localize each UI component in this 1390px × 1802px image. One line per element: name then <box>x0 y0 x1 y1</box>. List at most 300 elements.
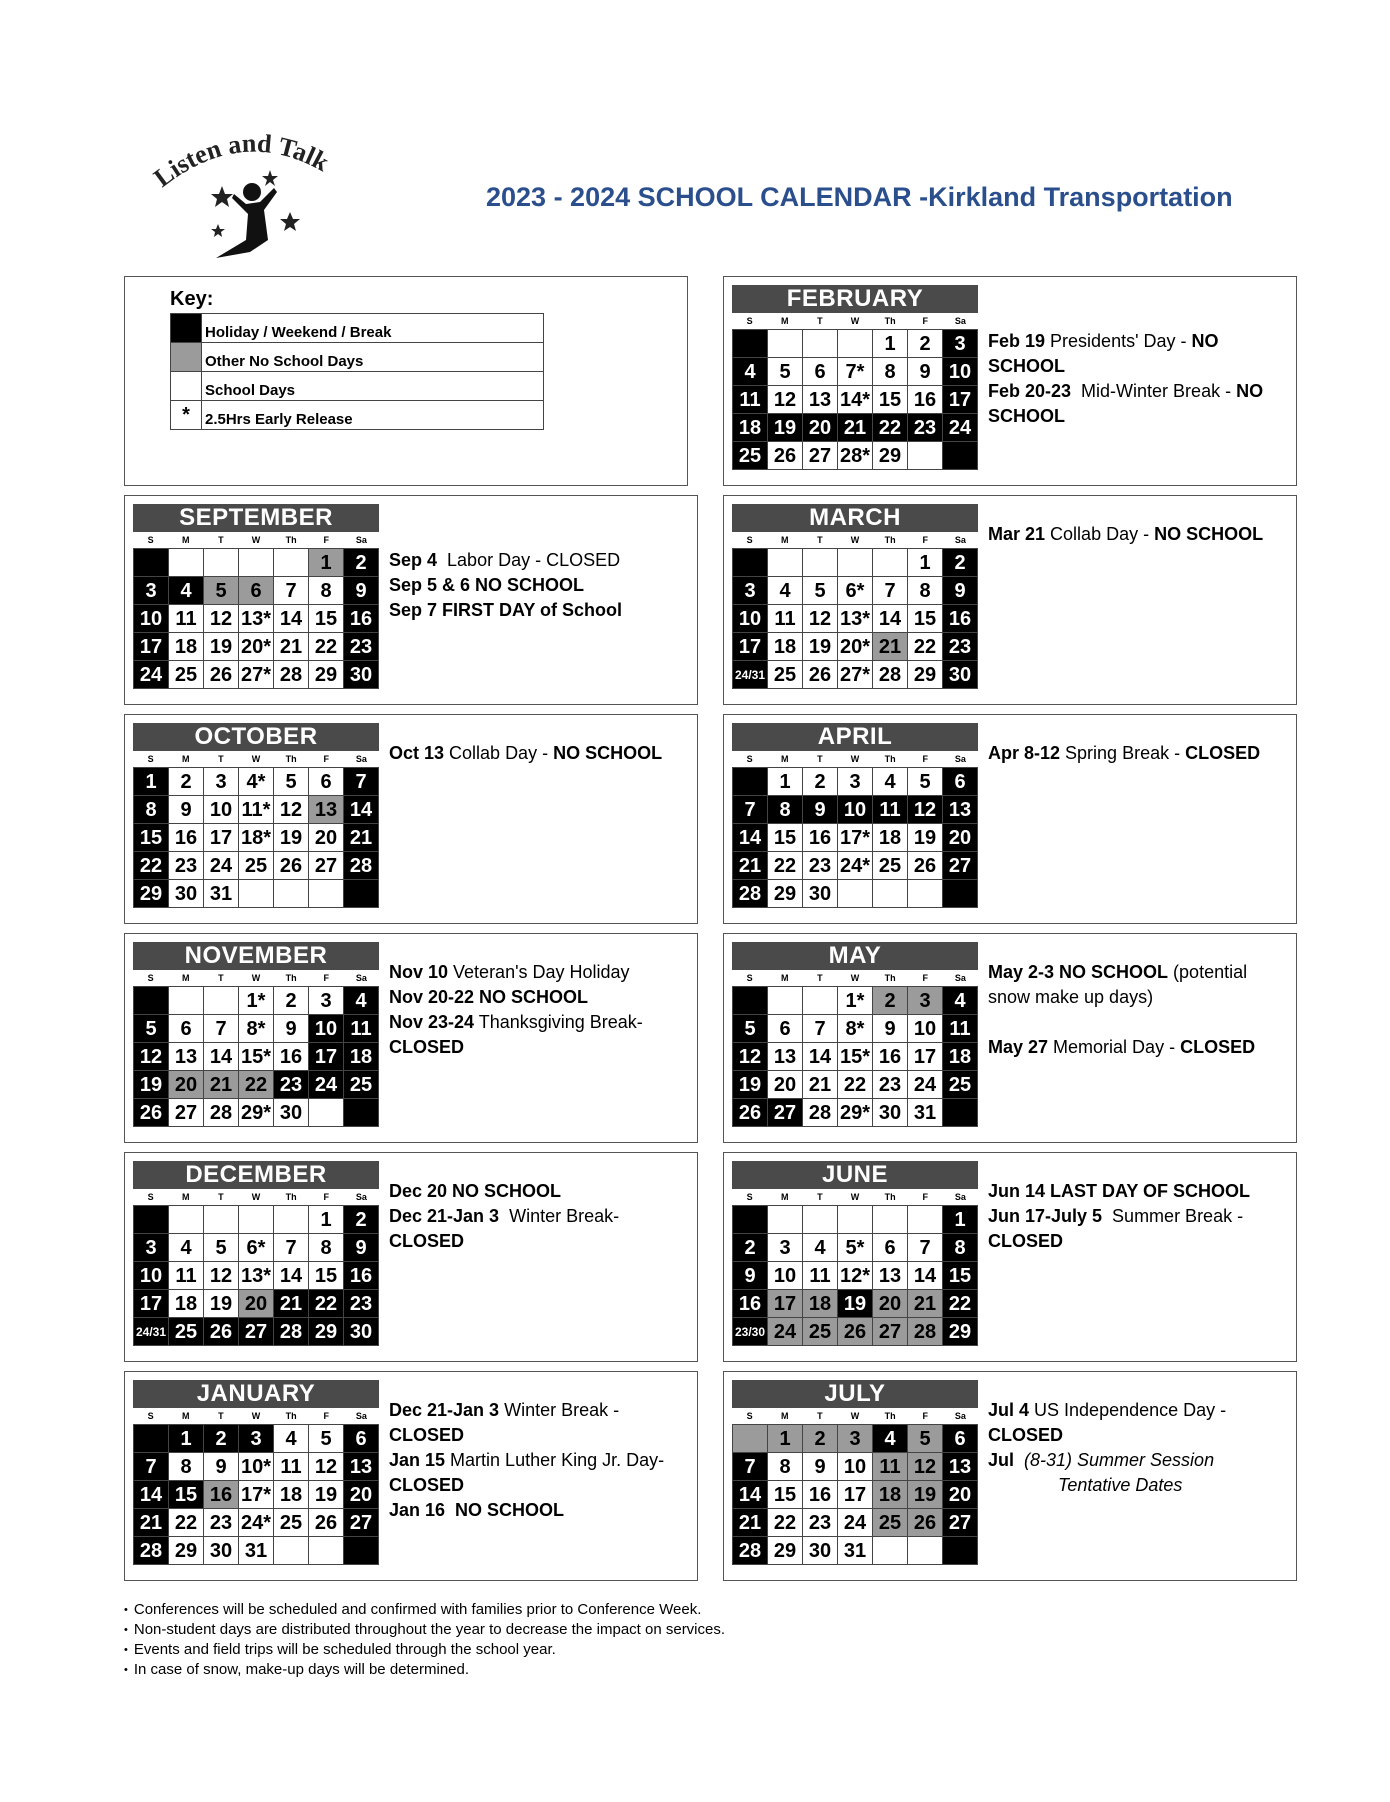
day-cell: 3 <box>134 577 169 605</box>
day-cell: 22 <box>169 1509 204 1537</box>
day-cell: 3 <box>768 1234 803 1262</box>
weekday-label: Th <box>884 754 896 764</box>
day-cell: 8 <box>943 1234 978 1262</box>
day-cell: 4 <box>768 577 803 605</box>
day-cell: 25 <box>768 661 803 689</box>
day-cell: 7 <box>344 768 379 796</box>
day-cell: 31 <box>204 880 239 908</box>
day-cell: 14 <box>733 1481 768 1509</box>
month-panel-february <box>723 276 1297 486</box>
day-cell <box>733 1425 768 1453</box>
day-cell: 1 <box>768 768 803 796</box>
day-cell: 11 <box>873 1453 908 1481</box>
weekday-label: S <box>746 1411 753 1421</box>
note-segment: Martin Luther King Jr. Day- <box>445 1450 665 1470</box>
day-cell <box>768 549 803 577</box>
weekday-label: M <box>181 973 190 983</box>
weekday-label: S <box>147 973 154 983</box>
month-name: OCTOBER <box>133 723 379 751</box>
day-cell: 11 <box>733 386 768 414</box>
day-cell: 12 <box>204 1262 239 1290</box>
day-cell: 16 <box>803 824 838 852</box>
day-cell: 11 <box>169 605 204 633</box>
day-cell: 12 <box>768 386 803 414</box>
day-cell <box>873 1206 908 1234</box>
note-segment: Collab Day - <box>1045 524 1155 544</box>
weekday-label: Th <box>884 1411 896 1421</box>
day-cell: 15 <box>169 1481 204 1509</box>
day-cell: 7 <box>204 1015 239 1043</box>
day-cell: 15 <box>309 605 344 633</box>
footnotes <box>124 1600 725 1680</box>
month-calendar <box>732 942 978 1127</box>
note-line <box>988 1423 1278 1448</box>
note-segment: NO SCHOOL <box>1154 524 1264 544</box>
note-segment: Labor Day - CLOSED <box>437 550 621 570</box>
day-cell: 26 <box>204 661 239 689</box>
day-cell: 27 <box>943 852 978 880</box>
day-cell: 23 <box>344 1290 379 1318</box>
day-cell <box>838 549 873 577</box>
day-cell: 30 <box>873 1099 908 1127</box>
day-cell: 25 <box>169 661 204 689</box>
day-cell: 28 <box>733 1537 768 1565</box>
month-notes <box>389 548 679 623</box>
day-cell <box>204 1206 239 1234</box>
day-cell <box>943 1099 978 1127</box>
day-cell: 18 <box>274 1481 309 1509</box>
note-line <box>389 1398 679 1423</box>
key-label: Key: <box>170 288 214 310</box>
day-cell: 14 <box>274 605 309 633</box>
day-grid <box>732 329 978 470</box>
day-cell: 4 <box>274 1425 309 1453</box>
month-calendar <box>133 942 379 1127</box>
day-cell: 20 <box>803 414 838 442</box>
day-cell: 27* <box>838 661 873 689</box>
day-cell: 5 <box>274 768 309 796</box>
note-segment: Mid-Winter Break - <box>1071 381 1237 401</box>
weekday-label: Th <box>285 1192 297 1202</box>
weekday-label: M <box>181 1411 190 1421</box>
day-cell: 25 <box>344 1071 379 1099</box>
day-cell <box>344 1537 379 1565</box>
day-cell: 21 <box>274 633 309 661</box>
day-cell: 24* <box>239 1509 274 1537</box>
day-cell: 7 <box>873 577 908 605</box>
day-cell: 11 <box>274 1453 309 1481</box>
day-cell: 25 <box>803 1318 838 1346</box>
day-cell: 9 <box>803 1453 838 1481</box>
day-cell <box>803 1206 838 1234</box>
note-segment: Jul 4 <box>988 1400 1030 1420</box>
day-cell: 1 <box>309 549 344 577</box>
weekday-header <box>133 1408 379 1424</box>
day-cell: 17 <box>838 1481 873 1509</box>
day-cell: 23 <box>873 1071 908 1099</box>
day-cell: 3 <box>134 1234 169 1262</box>
day-cell: 27 <box>943 1509 978 1537</box>
day-cell: 14 <box>274 1262 309 1290</box>
weekday-label: T <box>218 754 224 764</box>
day-cell <box>169 549 204 577</box>
day-cell: 18 <box>733 414 768 442</box>
note-line <box>389 1498 679 1523</box>
day-cell: 29 <box>169 1537 204 1565</box>
note-line <box>389 1179 679 1204</box>
note-segment: CLOSED <box>389 1037 465 1057</box>
note-line <box>389 960 679 985</box>
day-cell: 4 <box>169 577 204 605</box>
day-cell <box>768 330 803 358</box>
day-cell: 23 <box>803 852 838 880</box>
day-cell: 8 <box>309 1234 344 1262</box>
day-cell: 14 <box>733 824 768 852</box>
note-segment: Veteran's Day Holiday <box>448 962 630 982</box>
day-cell <box>873 1537 908 1565</box>
day-cell <box>309 1537 344 1565</box>
day-cell: 23 <box>908 414 943 442</box>
weekday-header <box>732 970 978 986</box>
day-cell: 26 <box>838 1318 873 1346</box>
note-segment: NO <box>1236 381 1264 401</box>
day-cell: 8 <box>309 577 344 605</box>
day-cell: 7 <box>134 1453 169 1481</box>
note-segment: CLOSED <box>1185 743 1261 763</box>
note-segment: Winter Break - <box>499 1400 620 1420</box>
note-segment: Apr 8-12 <box>988 743 1061 763</box>
weekday-header <box>732 1408 978 1424</box>
day-cell: 23 <box>274 1071 309 1099</box>
day-cell: 13* <box>239 1262 274 1290</box>
day-cell <box>134 1206 169 1234</box>
day-cell: 8* <box>838 1015 873 1043</box>
weekday-label: W <box>850 1411 860 1421</box>
day-cell: 30 <box>344 661 379 689</box>
day-cell <box>134 549 169 577</box>
month-notes <box>389 1179 679 1254</box>
weekday-label: F <box>922 1411 929 1421</box>
day-cell: 11 <box>344 1015 379 1043</box>
day-cell: 16 <box>943 605 978 633</box>
day-cell: 19 <box>803 633 838 661</box>
note-segment: CLOSED <box>389 1231 465 1251</box>
month-calendar <box>732 285 978 470</box>
day-cell: 15 <box>873 386 908 414</box>
day-grid <box>732 767 978 908</box>
day-cell: 5 <box>908 1425 943 1453</box>
day-cell: 8 <box>873 358 908 386</box>
month-notes <box>988 522 1278 547</box>
month-name: SEPTEMBER <box>133 504 379 532</box>
day-cell: 15 <box>943 1262 978 1290</box>
day-cell: 11 <box>803 1262 838 1290</box>
day-cell: 29 <box>768 880 803 908</box>
month-panel-november <box>124 933 698 1143</box>
day-cell <box>733 330 768 358</box>
key-legend <box>170 288 544 430</box>
weekday-label: T <box>817 973 823 983</box>
day-cell: 4 <box>803 1234 838 1262</box>
weekday-label: M <box>780 535 789 545</box>
weekday-label: M <box>181 1192 190 1202</box>
day-cell: 6 <box>309 768 344 796</box>
note-line <box>988 741 1278 766</box>
key-item-label: Holiday / Weekend / Break <box>202 314 544 343</box>
day-cell <box>838 880 873 908</box>
bullet-icon: • <box>124 1624 128 1636</box>
day-cell: 21 <box>908 1290 943 1318</box>
note-segment: CLOSED <box>988 1231 1064 1251</box>
weekday-label: Th <box>884 1192 896 1202</box>
weekday-label: S <box>746 973 753 983</box>
weekday-header <box>732 751 978 767</box>
bullet-icon: • <box>124 1604 128 1616</box>
weekday-header <box>732 532 978 548</box>
day-cell: 1 <box>943 1206 978 1234</box>
day-cell: 27 <box>803 442 838 470</box>
day-cell: 26 <box>274 852 309 880</box>
day-cell: 19 <box>274 824 309 852</box>
day-cell: 19 <box>309 1481 344 1509</box>
day-cell: 12 <box>908 796 943 824</box>
day-cell: 15 <box>309 1262 344 1290</box>
weekday-label: F <box>323 754 330 764</box>
day-cell: 28 <box>873 661 908 689</box>
day-cell: 4 <box>943 987 978 1015</box>
note-segment: Sep 4 <box>389 550 438 570</box>
month-notes <box>988 1398 1278 1498</box>
day-cell: 28 <box>274 661 309 689</box>
no-school-swatch <box>171 343 202 372</box>
note-segment: Jul <box>988 1450 1015 1470</box>
day-cell: 15* <box>239 1043 274 1071</box>
day-grid <box>133 548 379 689</box>
note-line <box>389 1204 679 1229</box>
day-cell: 22 <box>134 852 169 880</box>
day-cell: 31 <box>838 1537 873 1565</box>
month-name: JULY <box>732 1380 978 1408</box>
month-notes <box>389 741 679 766</box>
day-cell <box>169 987 204 1015</box>
note-segment: CLOSED <box>1180 1037 1256 1057</box>
day-cell: 5 <box>733 1015 768 1043</box>
day-grid <box>732 548 978 689</box>
day-cell: 20 <box>873 1290 908 1318</box>
day-cell: 28 <box>733 880 768 908</box>
day-cell <box>768 987 803 1015</box>
day-cell: 5 <box>204 577 239 605</box>
day-cell <box>803 330 838 358</box>
weekday-label: S <box>147 1411 154 1421</box>
note-line <box>988 354 1278 379</box>
note-line <box>389 985 679 1010</box>
day-cell: 31 <box>239 1537 274 1565</box>
note-segment: NO SCHOOL <box>553 743 663 763</box>
day-cell: 6 <box>803 358 838 386</box>
page-title: 2023 - 2024 SCHOOL CALENDAR -Kirkland Transportation <box>486 182 1233 212</box>
day-cell: 5 <box>204 1234 239 1262</box>
day-cell: 24 <box>908 1071 943 1099</box>
note-segment: Winter Break- <box>499 1206 620 1226</box>
day-cell: 21 <box>838 414 873 442</box>
weekday-label: T <box>218 1411 224 1421</box>
day-cell: 12 <box>134 1043 169 1071</box>
note-line <box>988 1229 1278 1254</box>
key-item-label: Other No School Days <box>202 343 544 372</box>
weekday-label: Sa <box>355 1192 367 1202</box>
weekday-header <box>133 532 379 548</box>
day-cell: 2 <box>803 768 838 796</box>
note-segment: Oct 13 <box>389 743 445 763</box>
weekday-label: W <box>251 973 261 983</box>
note-line <box>389 1035 679 1060</box>
day-cell: 2 <box>169 768 204 796</box>
day-cell <box>943 880 978 908</box>
note-segment: Sep 5 & 6 NO SCHOOL <box>389 575 585 595</box>
weekday-header <box>133 970 379 986</box>
day-cell: 24 <box>943 414 978 442</box>
weekday-label: F <box>323 1411 330 1421</box>
day-cell: 13 <box>768 1043 803 1071</box>
note-line <box>389 548 679 573</box>
day-cell: 21 <box>274 1290 309 1318</box>
weekday-label: F <box>323 535 330 545</box>
day-cell: 6* <box>838 577 873 605</box>
month-name: DECEMBER <box>133 1161 379 1189</box>
day-cell: 8* <box>239 1015 274 1043</box>
day-cell: 13 <box>943 1453 978 1481</box>
month-calendar <box>133 1380 379 1565</box>
note-segment: Jan 15 <box>389 1450 446 1470</box>
note-segment: US Independence Day - <box>1029 1400 1227 1420</box>
weekday-label: W <box>850 535 860 545</box>
day-cell: 24/31 <box>733 661 768 689</box>
day-cell: 28 <box>908 1318 943 1346</box>
day-cell: 27 <box>239 1318 274 1346</box>
day-cell <box>239 1206 274 1234</box>
day-cell: 3 <box>838 768 873 796</box>
day-cell <box>239 549 274 577</box>
early-release-symbol: * <box>171 401 202 430</box>
weekday-label: Sa <box>355 1411 367 1421</box>
key-table <box>170 313 544 430</box>
day-cell: 16 <box>344 1262 379 1290</box>
footnote-text: Conferences will be scheduled and confirmed with families prior to Conference Week. <box>133 1601 702 1618</box>
day-cell: 14 <box>908 1262 943 1290</box>
day-cell: 10 <box>204 796 239 824</box>
day-cell: 13 <box>169 1043 204 1071</box>
day-cell: 29 <box>309 1318 344 1346</box>
day-cell: 9 <box>169 796 204 824</box>
note-line <box>389 598 679 623</box>
day-cell: 24 <box>204 852 239 880</box>
day-cell: 23 <box>803 1509 838 1537</box>
day-cell: 7 <box>733 1453 768 1481</box>
day-cell: 21 <box>134 1509 169 1537</box>
day-cell: 26 <box>908 852 943 880</box>
day-cell: 8 <box>908 577 943 605</box>
day-cell: 3 <box>309 987 344 1015</box>
day-cell: 13* <box>239 605 274 633</box>
day-cell: 22 <box>768 852 803 880</box>
day-cell: 24/31 <box>134 1318 169 1346</box>
bullet-icon: • <box>124 1644 128 1656</box>
day-cell: 20 <box>943 824 978 852</box>
weekday-label: Th <box>884 973 896 983</box>
weekday-label: Sa <box>954 316 966 326</box>
day-cell: 30 <box>943 661 978 689</box>
day-cell: 6 <box>873 1234 908 1262</box>
day-cell: 11 <box>943 1015 978 1043</box>
note-line <box>389 573 679 598</box>
day-cell: 7 <box>803 1015 838 1043</box>
weekday-label: W <box>251 535 261 545</box>
logo <box>150 128 360 268</box>
weekday-label: M <box>780 1192 789 1202</box>
day-cell: 1* <box>239 987 274 1015</box>
footnote-text: In case of snow, make-up days will be determined. <box>133 1661 470 1678</box>
day-cell: 7 <box>733 796 768 824</box>
day-cell <box>908 442 943 470</box>
key-row <box>171 314 544 343</box>
day-cell: 15 <box>768 824 803 852</box>
day-cell <box>274 1206 309 1234</box>
month-panel-september <box>124 495 698 705</box>
day-cell: 8 <box>768 1453 803 1481</box>
footnote <box>124 1620 725 1640</box>
day-cell: 6 <box>344 1425 379 1453</box>
weekday-label: Sa <box>954 1411 966 1421</box>
month-calendar <box>732 723 978 908</box>
day-cell: 9 <box>274 1015 309 1043</box>
day-cell: 14 <box>204 1043 239 1071</box>
weekday-label: T <box>817 1411 823 1421</box>
day-cell: 19 <box>733 1071 768 1099</box>
day-cell <box>169 1206 204 1234</box>
month-name: MARCH <box>732 504 978 532</box>
weekday-label: F <box>323 973 330 983</box>
day-cell <box>344 1099 379 1127</box>
month-calendar <box>133 1161 379 1346</box>
day-cell: 24* <box>838 852 873 880</box>
month-notes <box>988 960 1278 1060</box>
day-cell: 21 <box>733 1509 768 1537</box>
day-cell <box>344 880 379 908</box>
day-cell <box>908 880 943 908</box>
note-line <box>389 741 679 766</box>
day-cell <box>838 330 873 358</box>
day-cell <box>943 442 978 470</box>
note-segment: snow make up days) <box>988 987 1154 1007</box>
weekday-label: F <box>922 754 929 764</box>
day-cell: 9 <box>344 577 379 605</box>
day-cell: 12 <box>309 1453 344 1481</box>
day-cell: 10* <box>239 1453 274 1481</box>
day-cell: 30 <box>169 880 204 908</box>
footnote <box>124 1660 725 1680</box>
logo-wordmark: Listen and Talk <box>150 128 334 193</box>
note-segment: NO <box>1191 331 1219 351</box>
day-cell: 29 <box>309 661 344 689</box>
day-cell <box>204 549 239 577</box>
day-cell: 27* <box>239 661 274 689</box>
school-day-swatch <box>171 372 202 401</box>
day-cell: 22 <box>873 414 908 442</box>
logo-graphic <box>150 128 360 268</box>
note-line <box>988 1204 1278 1229</box>
day-cell: 5 <box>309 1425 344 1453</box>
